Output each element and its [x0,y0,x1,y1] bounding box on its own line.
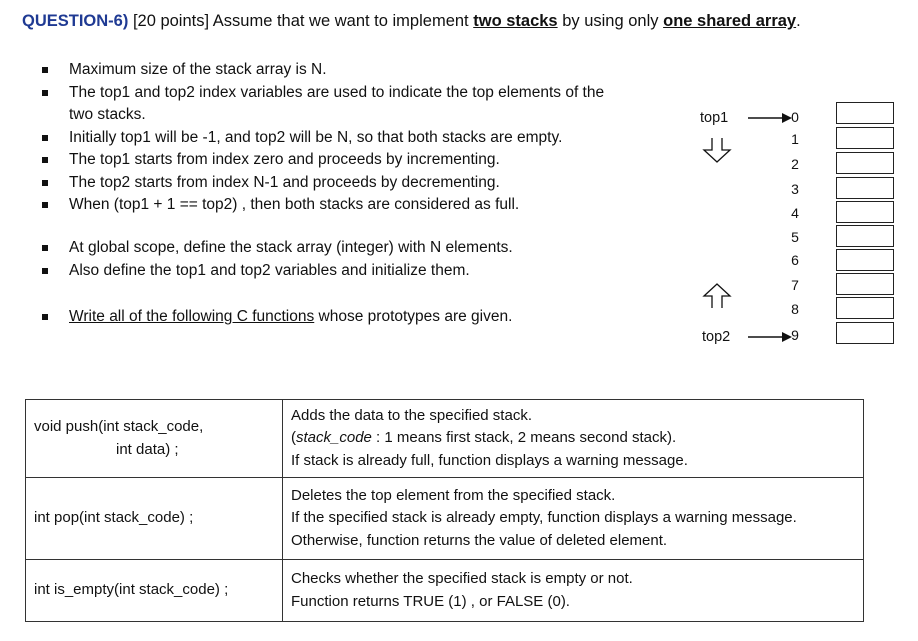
prototype-cell [26,560,283,622]
array-cell [836,201,894,223]
question-points: [20 points] [132,12,210,30]
array-cell [836,249,894,271]
stack-code-term: stack_code [296,429,372,447]
description-line: Function returns TRUE (1) , or FALSE (0). [291,592,570,610]
functions-instruction-list [40,306,640,329]
bullet-item: When (top1 + 1 == top2) , then both stacks are considered as full. [40,194,640,217]
question-label: QUESTION-6) [22,12,129,30]
bullet-item: The top1 and top2 index variables are used to indicate the top elements of the two stacks. [40,82,609,127]
question-heading [22,12,801,31]
index-label: 3 [791,181,799,197]
bullet-item: Maximum size of the stack array is N. [40,59,640,82]
array-cell [836,127,894,149]
index-label: 6 [791,252,799,268]
index-label: 0 [791,109,799,125]
index-label: 5 [791,229,799,245]
top1-arrow-icon [748,113,792,123]
bullet-item: Initially top1 will be -1, and top2 will be N, so that both stacks are empty. [40,127,640,150]
array-cell [836,225,894,247]
prototype-line: int is_empty(int stack_code) ; [34,581,229,599]
prototype-line: int pop(int stack_code) ; [34,509,194,527]
question-emph-two-stacks: two stacks [473,12,558,30]
prototype-cell [26,400,283,478]
array-diagram [690,100,910,360]
array-cell [836,273,894,295]
description-cell [283,478,864,560]
global-scope-list [40,237,640,282]
functions-instruction-rest: whose prototypes are given. [314,308,513,325]
bullet-item [40,306,640,329]
description-line: If stack is already full, function displays a warning message. [291,451,688,469]
description-line: Otherwise, function returns the value of deleted element. [291,531,668,549]
question-text-before: Assume that we want to implement [212,12,469,30]
description-cell [283,400,864,478]
index-label: 2 [791,156,799,172]
description-line-rest: : 1 means first stack, 2 means second stack). [371,429,677,447]
description-line: (stack_code : 1 means first stack, 2 means second stack). [291,429,677,447]
description-cell [283,560,864,622]
up-hollow-arrow-icon [704,284,730,308]
question-text-end: . [796,12,801,30]
table-row [26,560,864,622]
question-emph-shared-array: one shared array [663,12,797,30]
index-label: 4 [791,205,799,221]
description-line: Deletes the top element from the specified stack. [291,486,616,504]
index-label: 1 [791,131,799,147]
index-label: 7 [791,277,799,293]
prototype-cell [26,478,283,560]
requirements-list [40,59,640,217]
index-label: 8 [791,301,799,317]
description-line: Adds the data to the specified stack. [291,406,532,424]
functions-instruction-underlined: Write all of the following C functions [69,308,315,325]
bullet-item: Also define the top1 and top2 variables and initialize them. [40,260,640,283]
array-cell [836,102,894,124]
top1-label: top1 [700,110,729,126]
array-cell [836,177,894,199]
index-label: 9 [791,327,799,343]
table-row [26,400,864,478]
description-line: If the specified stack is already empty, function displays a warning message. [291,509,797,527]
array-cell [836,322,894,344]
bullet-item: The top1 starts from index zero and proceeds by incrementing. [40,149,640,172]
prototype-line: void push(int stack_code, [34,418,204,435]
table-row [26,478,864,560]
bullet-item: The top2 starts from index N-1 and proceeds by decrementing. [40,172,640,195]
prototype-line: int data) ; [116,440,179,458]
description-line: Checks whether the specified stack is empty or not. [291,570,633,587]
array-cell [836,152,894,174]
top2-arrow-icon [748,332,792,342]
down-hollow-arrow-icon [704,138,730,162]
functions-table [25,399,864,622]
top2-label: top2 [702,329,731,345]
array-cell [836,297,894,319]
question-text-mid: by using only [562,12,659,30]
bullet-item: At global scope, define the stack array (integer) with N elements. [40,237,640,260]
